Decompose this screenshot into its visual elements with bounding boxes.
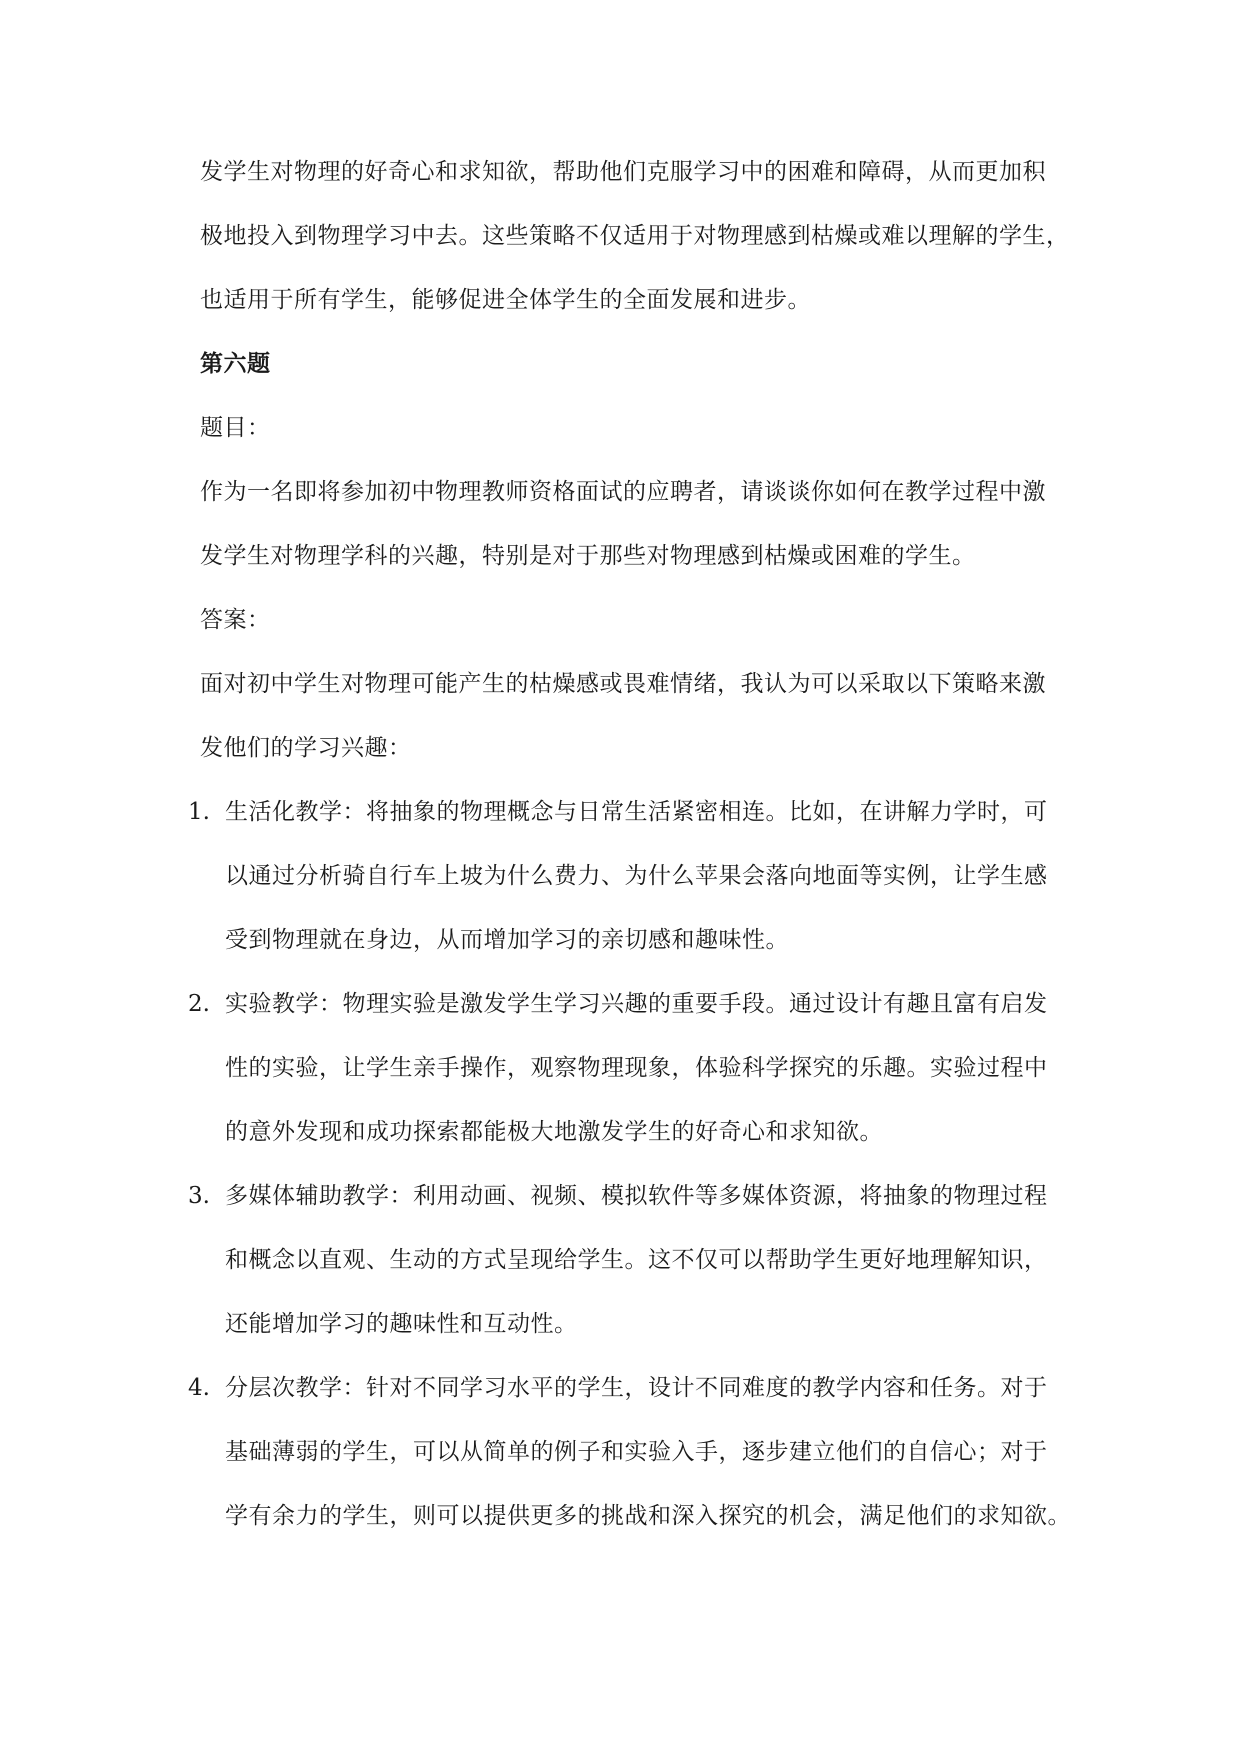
text-line: 还能增加学习的趣味性和互动性。 [225,1311,578,1337]
question-label: 题目： [200,415,271,441]
text-line: 和概念以直观、生动的方式呈现给学生。这不仅可以帮助学生更好地理解知识， [225,1247,1048,1273]
text-line: 发他们的学习兴趣： [200,735,412,761]
document-body [188,140,1110,1548]
text-line: 的意外发现和成功探索都能极大地激发学生的好奇心和求知欲。 [225,1119,883,1145]
section-title: 第六题 [200,350,271,377]
text-line: 性的实验，让学生亲手操作，观察物理现象，体验科学探究的乐趣。实验过程中 [225,1055,1048,1081]
answer-intro-paragraph [200,652,1110,780]
text-line: 面对初中学生对物理可能产生的枯燥感或畏难情绪，我认为可以采取以下策略来激 [200,671,1046,697]
list-number: 4. [188,1375,210,1401]
list-item [188,1164,1110,1356]
list-item [188,780,1110,972]
intro-paragraph [200,140,1110,332]
question-paragraph [200,460,1110,588]
text-line: 作为一名即将参加初中物理教师资格面试的应聘者，请谈谈你如何在教学过程中激 [200,479,1046,505]
text-line: 极地投入到物理学习中去。这些策略不仅适用于对物理感到枯燥或难以理解的学生， [200,223,1070,249]
text-line: 多媒体辅助教学：利用动画、视频、模拟软件等多媒体资源，将抽象的物理过程 [225,1183,1048,1209]
text-line: 发学生对物理学科的兴趣，特别是对于那些对物理感到枯燥或困难的学生。 [200,543,976,569]
text-line: 也适用于所有学生，能够促进全体学生的全面发展和进步。 [200,287,811,313]
text-line: 生活化教学：将抽象的物理概念与日常生活紧密相连。比如，在讲解力学时，可 [225,799,1048,825]
strategy-list [188,780,1110,1548]
answer-label: 答案： [200,607,271,633]
list-item [188,972,1110,1164]
text-line: 受到物理就在身边，从而增加学习的亲切感和趣味性。 [225,927,789,953]
text-line: 学有余力的学生，则可以提供更多的挑战和深入探究的机会，满足他们的求知欲。 [225,1503,1071,1529]
text-line: 以通过分析骑自行车上坡为什么费力、为什么苹果会落向地面等实例，让学生感 [225,863,1048,889]
list-number: 3. [188,1183,210,1209]
text-line: 发学生对物理的好奇心和求知欲，帮助他们克服学习中的困难和障碍，从而更加积 [200,159,1046,185]
list-number: 1. [188,799,210,825]
text-line: 分层次教学：针对不同学习水平的学生，设计不同难度的教学内容和任务。对于 [225,1375,1048,1401]
list-item [188,1356,1110,1548]
text-line: 实验教学：物理实验是激发学生学习兴趣的重要手段。通过设计有趣且富有启发 [225,991,1048,1017]
text-line: 基础薄弱的学生，可以从简单的例子和实验入手，逐步建立他们的自信心；对于 [225,1439,1048,1465]
list-number: 2. [188,991,210,1017]
